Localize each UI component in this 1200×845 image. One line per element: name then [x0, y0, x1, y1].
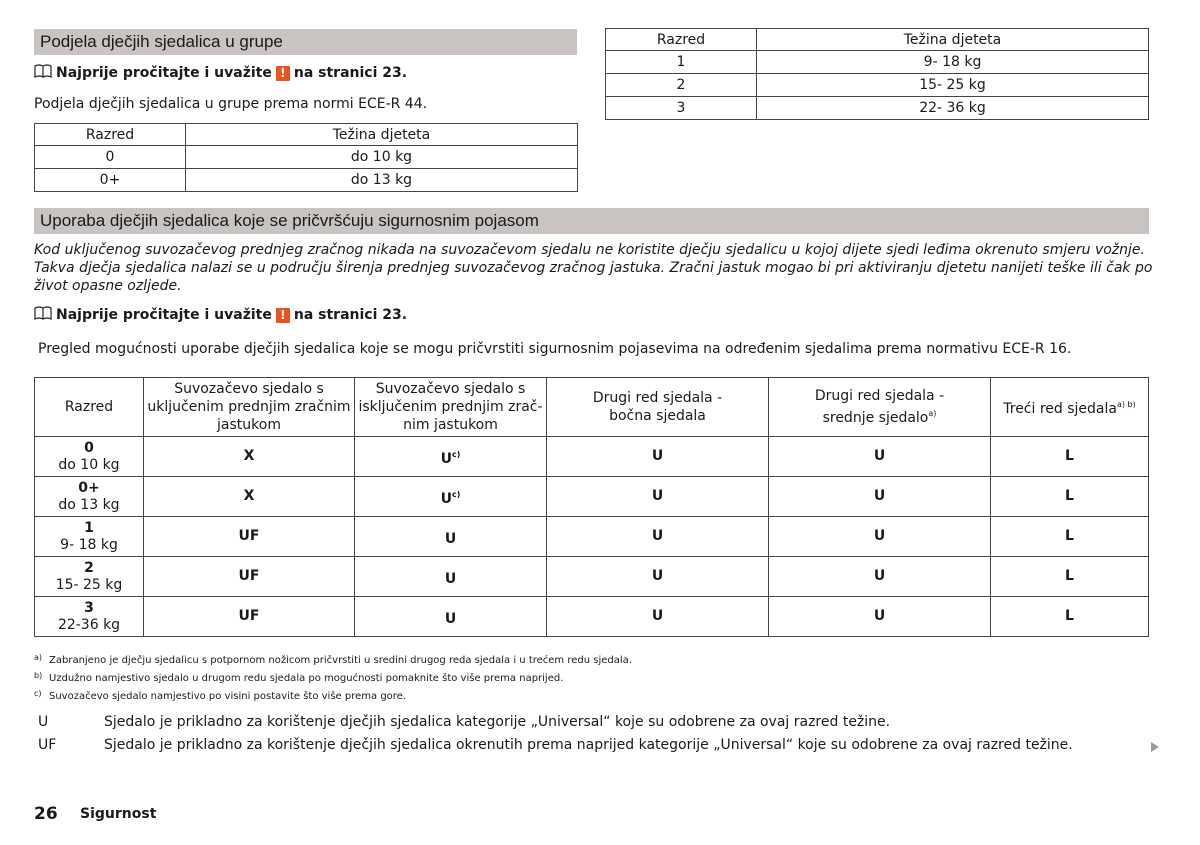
legend-key: U [38, 714, 49, 730]
table-row [35, 146, 578, 169]
third-row-cell: L [991, 557, 1149, 597]
second-row-side-cell: U [547, 517, 769, 557]
class-weight: 15- 25 kg [55, 576, 123, 593]
class-weight: do 13 kg [58, 496, 120, 513]
col-header-second-row-side [547, 378, 769, 437]
section-intro: Pregled mogućnosti uporabe dječjih sjedalica koje se mogu pričvrstiti sigurnosnim pojasevima na određenim sjedalima prema normativu ECE-R 16. [38, 341, 1072, 357]
header-line: nim jastukom [403, 417, 498, 433]
second-row-side-cell: U [547, 597, 769, 637]
table-row [35, 477, 1149, 517]
header-line: Suvozačevo sjedalo s [174, 381, 324, 397]
book-icon [34, 306, 56, 324]
warning-line: Kod uključenog suvozačevog prednjeg zračnog nikada na suvozačevom sjedalu ne koristite dječju sjedalicu u kojoj dijete sjedi leđima okrenuto smjeru vožnje. [34, 242, 1145, 258]
table-row [35, 169, 578, 192]
header-line: Treći red sjedala [1003, 401, 1117, 417]
footnote-text: Zabranjeno je dječju sjedalicu s potpornom nožicom pričvrstiti u sredini drugog reda sjedala i u trećem redu sjedala. [49, 655, 632, 666]
second-row-middle-cell: U [769, 517, 991, 557]
header-line: Suvozačevo sjedalo s [375, 381, 526, 397]
reference-page-link[interactable]: na stranici 23. [293, 65, 408, 81]
class-cell: 0 [35, 146, 186, 169]
second-row-side-cell: U [547, 477, 769, 517]
weight-class-table-right [605, 28, 1149, 120]
weight-cell: do 10 kg [186, 146, 578, 169]
second-row-middle-cell: U [769, 597, 991, 637]
reference-note [34, 64, 407, 82]
table-row [35, 557, 1149, 597]
third-row-cell: L [991, 597, 1149, 637]
header-line: isključenim prednjim zrač- [358, 399, 543, 415]
col-header-class: Razred [35, 124, 186, 146]
col-header-weight: Težina djeteta [757, 29, 1149, 51]
class-number: 3 [84, 599, 94, 616]
legend-item [34, 734, 1073, 757]
footnotes [34, 650, 632, 704]
footnote [34, 668, 632, 686]
table-row [35, 437, 1149, 477]
airbag-off-cell [355, 477, 547, 517]
third-row-cell: L [991, 477, 1149, 517]
header-line: uključenim prednjim zračnim [147, 399, 351, 415]
cell-value: U [444, 610, 457, 627]
class-cell: 2 [606, 74, 757, 97]
footnote [34, 686, 632, 704]
header-line: Drugi red sjedala - [814, 388, 945, 404]
book-icon [34, 64, 56, 82]
warning-line: život opasne ozljede. [34, 278, 182, 294]
class-cell: 1 [606, 51, 757, 74]
weight-cell: 22- 36 kg [757, 97, 1149, 120]
warning-icon: ! [276, 66, 290, 81]
airbag-off-cell [355, 557, 547, 597]
class-cell [35, 477, 144, 517]
col-header-passenger-airbag-on [144, 378, 355, 437]
airbag-on-cell: UF [144, 597, 355, 637]
cell-value: U [440, 450, 452, 467]
cell-value: U [440, 490, 452, 507]
footnote-mark: b) [34, 671, 43, 680]
next-page-arrow-icon[interactable] [1150, 738, 1160, 757]
header-line: bočna sjedala [609, 408, 706, 424]
section-intro: Podjela dječjih sjedalica u grupe prema normi ECE-R 44. [34, 96, 428, 112]
third-row-cell: L [991, 437, 1149, 477]
col-header-class: Razred [606, 29, 757, 51]
table-row [606, 97, 1149, 120]
airbag-off-cell [355, 437, 547, 477]
airbag-on-cell: UF [144, 517, 355, 557]
reference-text: Najprije pročitajte i uvažite [56, 65, 272, 81]
section-heading-groups: Podjela dječjih sjedalica u grupe [34, 29, 577, 55]
chapter-title: Sigurnost [80, 806, 157, 822]
legend-text: Sjedalo je prikladno za korištenje dječjih sjedalica okrenutih prema naprijed kategorije „Universal“ koje su odobrene za ovaj razred težine. [104, 737, 1073, 753]
class-cell: 0+ [35, 169, 186, 192]
class-cell [35, 517, 144, 557]
warning-icon: ! [276, 308, 290, 323]
footnote-mark: c) [34, 689, 42, 698]
table-row [606, 51, 1149, 74]
airbag-on-cell: X [144, 477, 355, 517]
class-cell [35, 437, 144, 477]
legend [34, 711, 1073, 757]
reference-text: Najprije pročitajte i uvažite [56, 307, 272, 323]
second-row-side-cell: U [547, 437, 769, 477]
weight-cell: 15- 25 kg [757, 74, 1149, 97]
section-heading-seat-belt: Uporaba dječjih sjedalica koje se pričvršćuju sigurnosnim pojasom [34, 208, 1149, 234]
third-row-cell: L [991, 517, 1149, 557]
second-row-middle-cell: U [769, 477, 991, 517]
footnote-text: Uzdužno namjestivo sjedalo u drugom redu sjedala po mogućnosti pomaknite što više prema naprijed. [49, 673, 564, 684]
col-header-passenger-airbag-off [355, 378, 547, 437]
footnote-text: Suvozačevo sjedalo namjestivo po visini postavite što više prema gore. [49, 691, 407, 702]
header-line: srednje sjedalo [822, 410, 929, 426]
table-row [35, 517, 1149, 557]
seat-suitability-table [34, 377, 1149, 637]
second-row-middle-cell: U [769, 437, 991, 477]
airbag-off-cell [355, 597, 547, 637]
col-header-third-row [991, 378, 1149, 437]
class-weight: 9- 18 kg [60, 536, 118, 553]
footnote [34, 650, 632, 668]
cell-value: U [444, 570, 457, 587]
second-row-middle-cell: U [769, 557, 991, 597]
weight-class-table-left [34, 123, 578, 192]
col-header-second-row-middle [769, 378, 991, 437]
class-number: 0 [84, 439, 94, 456]
class-cell: 3 [606, 97, 757, 120]
legend-text: Sjedalo je prikladno za korištenje dječjih sjedalica kategorije „Universal“ koje su odobrene za ovaj razred težine. [104, 714, 891, 730]
weight-cell: do 13 kg [186, 169, 578, 192]
table-row [606, 74, 1149, 97]
col-header-class: Razred [35, 378, 144, 437]
class-number: 0+ [78, 479, 100, 496]
class-number: 1 [84, 519, 94, 536]
reference-page-link[interactable]: na stranici 23. [293, 307, 408, 323]
weight-cell: 9- 18 kg [757, 51, 1149, 74]
header-line: jastukom [217, 417, 281, 433]
class-weight: do 10 kg [58, 456, 120, 473]
page-number: 26 [34, 804, 58, 824]
footnote-mark: a) b) [1116, 400, 1136, 409]
class-number: 2 [84, 559, 94, 576]
airbag-off-cell [355, 517, 547, 557]
table-row [35, 597, 1149, 637]
class-weight: 22-36 kg [57, 616, 121, 633]
warning-text [34, 241, 1154, 295]
header-line: Drugi red sjedala - [592, 390, 723, 406]
reference-note [34, 306, 407, 324]
class-cell [35, 597, 144, 637]
legend-key: UF [38, 737, 57, 753]
warning-line: Takva dječja sjedalica nalazi se u području širenja prednjeg suvozačevog zračnog jastuka. Zračni jastuk mogao bi pri aktiviranju djetetu nanijeti teške ili čak po [34, 260, 1153, 276]
footnote-mark: c) [451, 489, 461, 499]
second-row-side-cell: U [547, 557, 769, 597]
cell-value: U [444, 530, 457, 547]
footnote-mark: a) [34, 653, 43, 662]
footnote-mark: c) [451, 449, 461, 459]
airbag-on-cell: UF [144, 557, 355, 597]
airbag-on-cell: X [144, 437, 355, 477]
class-cell [35, 557, 144, 597]
legend-item [34, 711, 1073, 734]
footnote-mark: a) [928, 409, 937, 418]
col-header-weight: Težina djeteta [186, 124, 578, 146]
